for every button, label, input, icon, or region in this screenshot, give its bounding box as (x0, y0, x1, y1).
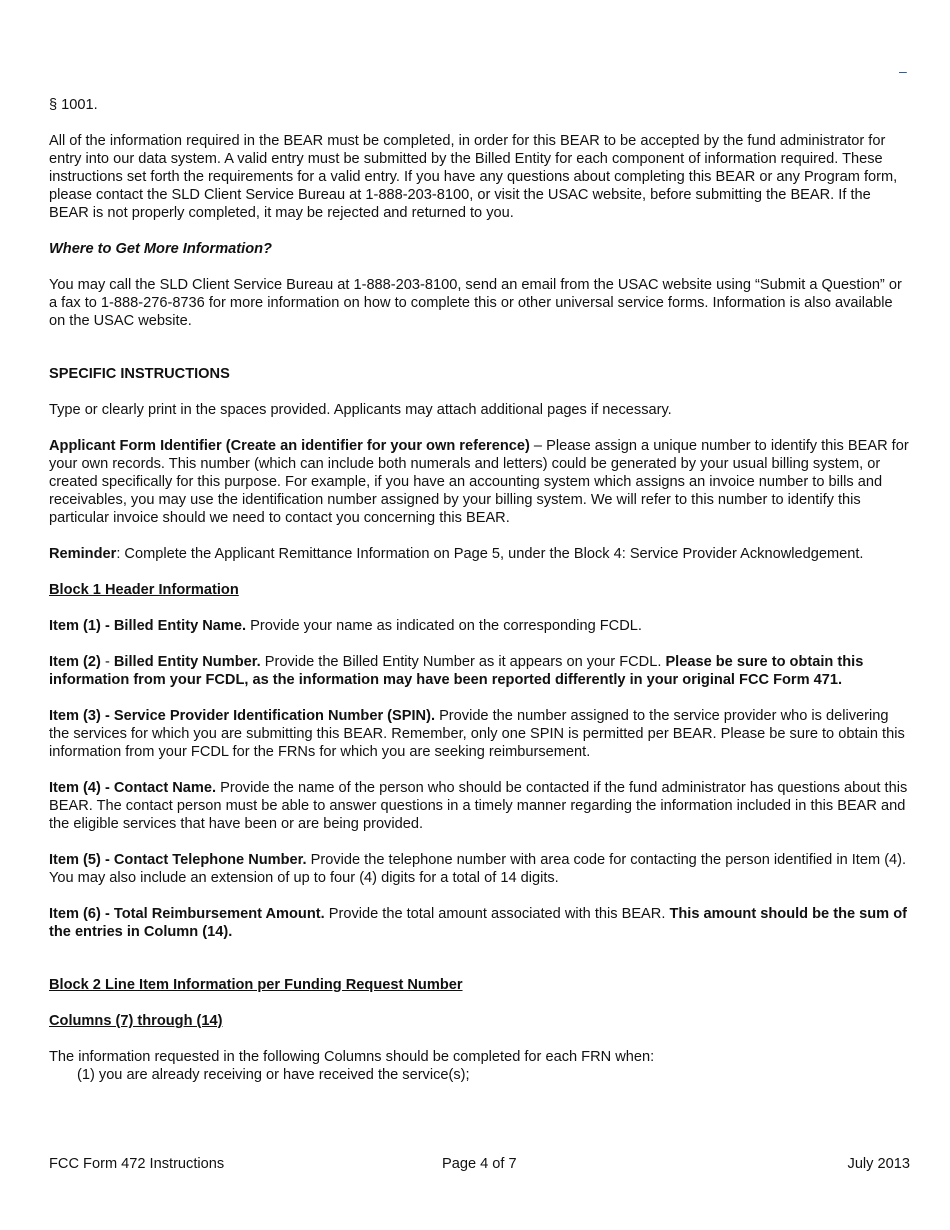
reminder-text: : Complete the Applicant Remittance Information on Page 5, under the Block 4: Service Provider Acknowledgement. (116, 546, 864, 562)
item2-label-name: Billed Entity Number. (113, 654, 261, 670)
item3-label: Item (3) - Service Provider Identification Number (SPIN). (49, 708, 436, 724)
item1-paragraph (49, 617, 910, 635)
corner-mark: – (899, 63, 907, 79)
item2-emphasis: Please be sure to obtain this information from your FCDL, as the information may have been reported differently in your original FCC Form 471. (49, 654, 864, 688)
footer-page-number: Page 4 of 7 (442, 1156, 517, 1172)
item3-text: Provide the number assigned to the service provider who is delivering the services for which you are submitting this BEAR. Remember, only one SPIN is permitted per BEAR. Please be sure to obtain this information from your FCDL for the FRNs for which you are seeking reimbursement. (49, 708, 905, 760)
specific-instructions-intro: Type or clearly print in the spaces provided. Applicants may attach additional pages if necessary. (49, 402, 672, 418)
item6-paragraph (49, 905, 910, 941)
applicant-form-identifier-label: Applicant Form Identifier (Create an identifier for your own reference) (49, 438, 530, 454)
item5-label: Item (5) - Contact Telephone Number. (49, 852, 307, 868)
reminder-paragraph (49, 545, 910, 563)
more-info-heading: Where to Get More Information? (49, 241, 272, 257)
item2-separator: - (100, 654, 114, 670)
item2-text: Provide the Billed Entity Number as it appears on your FCDL. (260, 654, 666, 670)
reminder-label: Reminder (49, 546, 117, 562)
page-footer (49, 1155, 910, 1173)
item4-text: Provide the name of the person who should be contacted if the fund administrator has questions about this BEAR. The contact person must be able to answer questions in a timely manner regarding the information included in this BEAR and the eligible services that have been or are being provided. (49, 780, 908, 832)
item4-label: Item (4) - Contact Name. (49, 780, 217, 796)
section-reference: § 1001. (49, 97, 98, 113)
specific-instructions-heading: SPECIFIC INSTRUCTIONS (49, 366, 230, 382)
item5-paragraph (49, 851, 910, 887)
footer-form-title: FCC Form 472 Instructions (49, 1156, 225, 1172)
item2-paragraph (49, 653, 910, 689)
item6-text: Provide the total amount associated with this BEAR. (324, 906, 670, 922)
block2-heading: Block 2 Line Item Information per Funding Request Number (49, 977, 463, 993)
applicant-form-identifier-paragraph (49, 437, 910, 527)
item1-text: Provide your name as indicated on the corresponding FCDL. (246, 618, 642, 634)
block1-heading: Block 1 Header Information (49, 582, 239, 598)
list-item: (1) you are already receiving or have received the service(s); (77, 1067, 470, 1083)
document-page (49, 96, 910, 1084)
columns-intro: The information requested in the following Columns should be completed for each FRN when: (49, 1049, 655, 1065)
columns-heading: Columns (7) through (14) (49, 1013, 223, 1029)
footer-date: July 2013 (847, 1156, 910, 1172)
item2-label: Item (2) (49, 654, 101, 670)
item6-emphasis: This amount should be the sum of the entries in Column (14). (49, 906, 907, 940)
applicant-form-identifier-text: – Please assign a unique number to identify this BEAR for your own records. This number (which can include both numerals and letters) could be generated by your usual billing system, or created specifically for this purpose. For example, if you have an accounting system which assigns an invoice number to bills and receivables, you may use the identification number assigned by your billing system. We will refer to this number to identify this particular invoice should we need to contact you concerning this BEAR. (49, 438, 909, 526)
intro-paragraph: All of the information required in the BEAR must be completed, in order for this BEAR to be accepted by the fund administrator for entry into our data system. A valid entry must be submitted by the Billed Entity for each component of information required. These instructions set forth the requirements for a valid entry. If you have any questions about completing this BEAR or any Program form, please contact the SLD Client Service Bureau at 1-888-203-8100, or visit the USAC website, before submitting the BEAR. If the BEAR is not properly completed, it may be rejected and returned to you. (49, 133, 898, 221)
more-info-paragraph: You may call the SLD Client Service Bureau at 1-888-203-8100, send an email from the USAC website using “Submit a Question” or a fax to 1-888-276-8736 for more information on how to complete this or other universal service forms. Information is also available on the USAC website. (49, 277, 902, 329)
item4-paragraph (49, 779, 910, 833)
item3-paragraph (49, 707, 910, 761)
item6-label: Item (6) - Total Reimbursement Amount. (49, 906, 325, 922)
item1-label: Item (1) - Billed Entity Name. (49, 618, 247, 634)
item5-text: Provide the telephone number with area code for contacting the person identified in Item (4). You may also include an extension of up to four (4) digits for a total of 14 digits. (49, 852, 907, 886)
